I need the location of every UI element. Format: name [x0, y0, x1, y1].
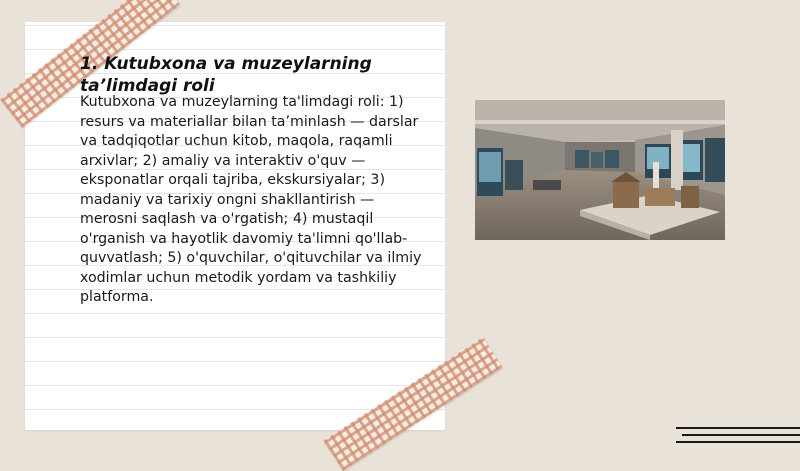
decorative-lines: [676, 424, 800, 448]
museum-interior-photo: [475, 100, 725, 240]
slide-title: 1. Kutubxona va muzeylarning ta’limdagi roli: [80, 54, 372, 96]
museum-photo-illustration: [475, 100, 725, 240]
slide-body-text: Kutubxona va muzeylarning ta'limdagi roli: 1) resurs va materiallar bilan ta’minlash — darslar va tadqiqotlar uchun kitob, maqola, raqamli arxivlar; 2) amaliy va interaktiv o'quv — eksponatlar orqali tajriba, ekskursiyalar; 3) madaniy va tarixiy ongni shakllantirish — merosni saqlash va o'rgatish; 4) mustaqil o'rganish va hayotlik davomiy ta'limni qo'llab-quvvatlash; 5) o'quvchilar, o'qituvchilar va ilmiy xodimlar uchun metodik yordam va tashkiliy platforma.: [80, 94, 422, 305]
